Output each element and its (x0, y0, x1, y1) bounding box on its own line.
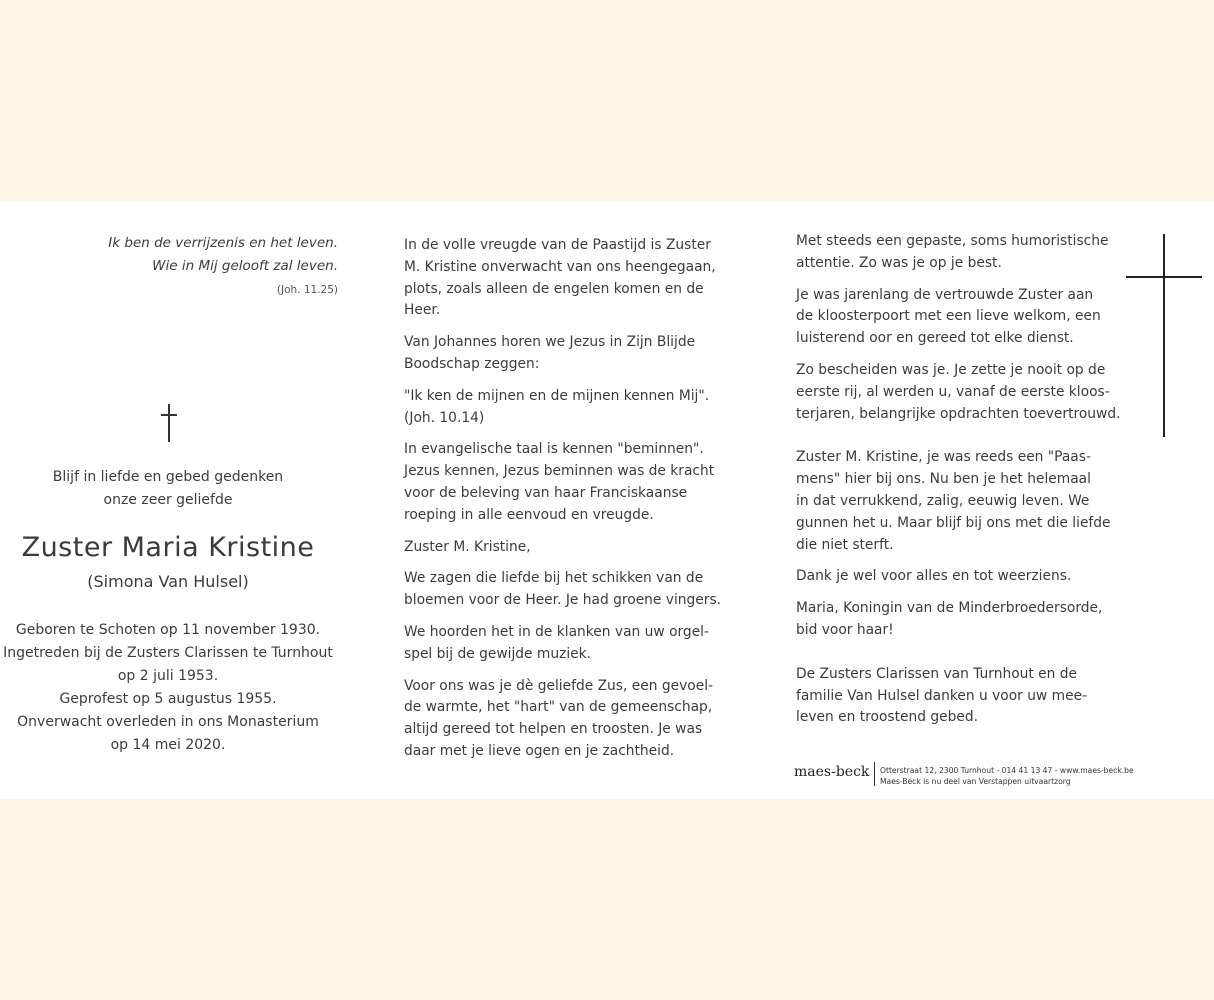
bio-line: op 14 mei 2020. (110, 737, 226, 753)
biography (0, 619, 336, 757)
intro-line-1: Blijf in liefde en gebed gedenken (52, 469, 284, 485)
paragraph: Je was jarenlang de vertrouwde Zuster aan de kloosterpoort met een lieve welkom, een luisterend oor en gereed tot elke dienst. (796, 286, 1101, 347)
cross-icon (161, 404, 177, 442)
bio-line: Geprofest op 5 augustus 1955. (59, 691, 277, 707)
funeral-home-logo: maes-beck (794, 764, 870, 780)
funeral-home-imprint (880, 765, 1134, 787)
bio-line: Onverwacht overleden in ons Monasterium (17, 714, 319, 730)
paragraph: De Zusters Clarissen van Turnhout en de familie Van Hulsel danken u voor uw mee- leven en troostend gebed. (796, 665, 1088, 726)
middle-text-column (404, 235, 749, 773)
paragraph: Zo bescheiden was je. Je zette je nooit op de eerste rij, al werden u, vanaf de eerste kloos- terjaren, belangrijke opdrachten toevertrouwd. (796, 361, 1121, 422)
quote-line-2: Wie in Mij gelooft zal leven. (152, 258, 338, 274)
paragraph: Zuster M. Kristine, je was reeds een "Paas- mens" hier bij ons. Nu ben je het helemaal in dat verrukkend, zalig, eeuwig leven. We gunnen het u. Maar blijf bij ons met die liefde die niet sterft. (796, 449, 1111, 553)
deceased-name: Zuster Maria Kristine (21, 532, 315, 563)
paragraph: We zagen die liefde bij het schikken van de bloemen voor de Heer. Je had groene vingers. (404, 570, 722, 609)
memorial-card (0, 201, 1214, 799)
memorial-intro (18, 466, 318, 512)
quote-reference: (Joh. 11.25) (276, 284, 338, 296)
imprint-note: Maes-Beck is nu deel van Verstappen uitvaartzorg (880, 777, 1071, 786)
paragraph: In evangelische taal is kennen "beminnen". Jezus kennen, Jezus beminnen was de kracht voor de beleving van haar Franciskaanse roeping in alle eenvoud en vreugde. (404, 441, 715, 523)
quote-line-1: Ik ben de verrijzenis en het leven. (108, 235, 338, 251)
paragraph: Dank je wel voor alles en tot weerziens. (796, 568, 1072, 585)
paragraph: In de volle vreugde van de Paastijd is Zuster M. Kristine onverwacht van ons heengegaan, plots, zoals alleen de engelen komen en de Heer. (404, 237, 716, 319)
paragraph: Van Johannes horen we Jezus in Zijn Blijde Boodschap zeggen: (404, 334, 696, 372)
logo-divider (874, 762, 875, 786)
paragraph: Zuster M. Kristine, (404, 538, 531, 555)
bio-line: op 2 juli 1953. (117, 668, 219, 684)
bio-line: Ingetreden bij de Zusters Clarissen te Turnhout (3, 645, 333, 661)
paragraph: Maria, Koningin van de Minderbroedersorde, bid voor haar! (796, 600, 1103, 638)
imprint-address: Otterstraat 12, 2300 Turnhout - 014 41 13 47 - www.maes-beck.be (880, 766, 1134, 775)
large-cross-icon (1126, 234, 1202, 437)
paragraph: Voor ons was je dè geliefde Zus, een gevoel- de warmte, het "hart" van de gemeenschap, altijd gereed tot helpen en troosten. Je was daar met je lieve ogen en je zachtheid. (404, 677, 714, 759)
scripture-quote (60, 232, 338, 278)
intro-line-2: onze zeer geliefde (103, 492, 233, 508)
birth-name: (Simona Van Hulsel) (87, 572, 249, 591)
right-text-column (796, 231, 1126, 739)
paragraph: "Ik ken de mijnen en de mijnen kennen Mij". (Joh. 10.14) (404, 387, 710, 426)
paragraph: We hoorden het in de klanken van uw orgel- spel bij de gewijde muziek. (404, 623, 709, 662)
paragraph: Met steeds een gepaste, soms humoristische attentie. Zo was je op je best. (796, 233, 1109, 271)
bio-line: Geboren te Schoten op 11 november 1930. (15, 622, 321, 638)
